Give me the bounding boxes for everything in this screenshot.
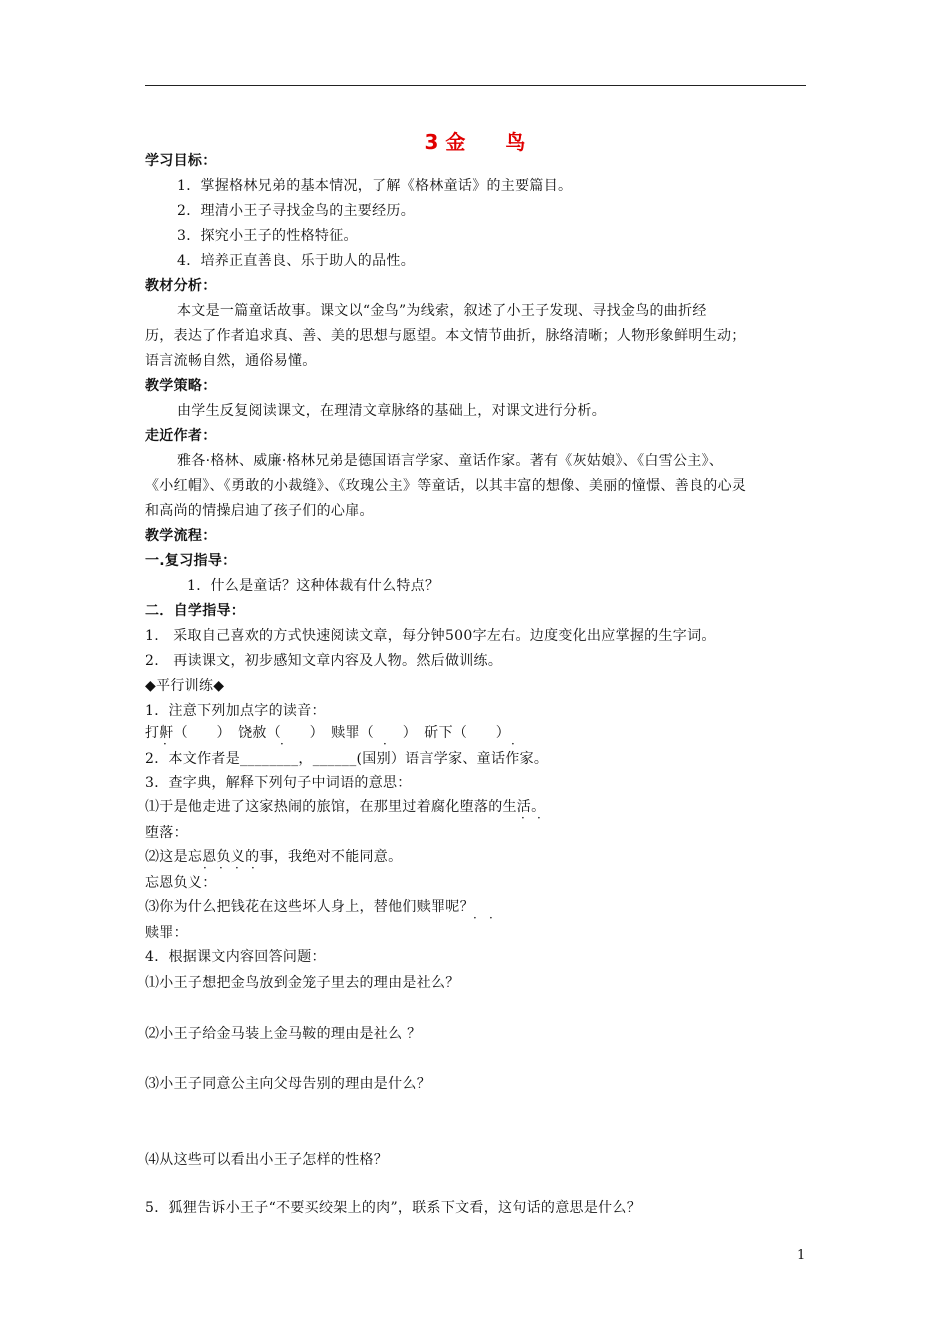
emphasis-dot: · <box>235 861 239 875</box>
emphasis-dot: · <box>203 861 207 875</box>
review-question: 1．什么是童话？这种体裁有什么特点？ <box>187 578 440 594</box>
question-3-sentence-2: ⑵这是忘恩负义的事，我绝对不能同意。 <box>145 849 403 865</box>
emphasis-dot: · <box>383 737 387 751</box>
emphasis-dot: · <box>511 737 515 751</box>
question-4-part-2: ⑵小王子给金马装上金马鞍的理由是社么 ？ <box>145 1026 422 1042</box>
author-heading: 走近作者： <box>145 428 217 444</box>
self-study-item: 1. 采取自己喜欢的方式快速阅读文章，每分钟500字左右。边度变化出应掌握的生字词。 <box>145 628 716 644</box>
question-5: 5．狐狸告诉小王子“不要买绞架上的肉”，联系下文看，这句话的意思是什么？ <box>145 1200 642 1216</box>
analysis-line: 历，表达了作者追求真、善、美的思想与愿望。本文情节曲折，脉络清晰；人物形象鲜明生动； <box>145 328 746 344</box>
objective-item: 4．培养正直善良、乐于助人的品性。 <box>177 253 416 269</box>
strategy-text: 由学生反复阅读课文，在理清文章脉络的基础上，对课文进行分析。 <box>177 403 606 419</box>
question-3-term-1: 堕落： <box>145 825 188 841</box>
analysis-heading: 教材分析： <box>145 278 217 294</box>
question-4: 4．根据课文内容回答问题： <box>145 949 326 965</box>
question-4-part-4: ⑷从这些可以看出小王子怎样的性格？ <box>145 1152 389 1168</box>
question-1: 1．注意下列加点字的读音： <box>145 703 326 719</box>
question-4-part-1: ⑴小王子想把金鸟放到金笼子里去的理由是社么？ <box>145 975 460 991</box>
objective-item: 1．掌握格林兄弟的基本情况，了解《格林童话》的主要篇目。 <box>177 178 573 194</box>
question-4-part-3: ⑶小王子同意公主向父母告别的理由是什么？ <box>145 1076 431 1092</box>
question-3: 3．查字典，解释下列句子中词语的意思： <box>145 775 412 791</box>
question-3-term-2: 忘恩负义： <box>145 875 217 891</box>
analysis-line: 语言流畅自然，通俗易懂。 <box>145 353 317 369</box>
objective-item: 3．探究小王子的性格特征。 <box>177 228 358 244</box>
emphasis-dot: · <box>163 737 167 751</box>
question-2: 2．本文作者是________，______(国别）语言学家、童话作家。 <box>145 751 549 767</box>
header-rule <box>145 85 806 86</box>
emphasis-dot: · <box>219 861 223 875</box>
author-line: 《小红帽》、《勇敢的小裁缝》、《玫瑰公主》等童话，以其丰富的想像、美丽的憧憬、善良的心灵 <box>145 478 747 494</box>
training-heading: ◆平行训练◆ <box>145 678 225 694</box>
emphasis-dot: · <box>473 911 477 925</box>
strategy-heading: 教学策略： <box>145 378 217 394</box>
emphasis-dot: · <box>489 911 493 925</box>
self-study-item: 2. 再读课文，初步感知文章内容及人物。然后做训练。 <box>145 653 503 669</box>
emphasis-dot: · <box>537 811 541 825</box>
self-study-heading: 二．自学指导： <box>145 603 246 619</box>
question-3-term-3: 赎罪： <box>145 925 188 941</box>
emphasis-dot: · <box>521 811 525 825</box>
author-line: 雅各·格林、威廉·格林兄弟是德国语言学家、童话作家。著有《灰姑娘》、《白雪公主》、 <box>177 453 724 469</box>
review-heading: 一.复习指导： <box>145 553 237 569</box>
author-line: 和高尚的情操启迪了孩子们的心扉。 <box>145 503 374 519</box>
question-1-items: 打鼾（ ） 饶赦（ ） 赎罪（ ） 斫下（ ） <box>145 725 511 741</box>
analysis-line: 本文是一篇童话故事。课文以“金鸟”为线索，叙述了小王子发现、寻找金鸟的曲折经 <box>177 303 707 319</box>
page-title: 3 金 鸟 <box>424 130 526 154</box>
process-heading: 教学流程： <box>145 528 217 544</box>
objective-item: 2．理清小王子寻找金鸟的主要经历。 <box>177 203 416 219</box>
emphasis-dot: · <box>251 861 255 875</box>
emphasis-dot: · <box>280 737 284 751</box>
page-number: 1 <box>797 1248 806 1263</box>
question-3-sentence-1: ⑴于是他走进了这家热闹的旅馆，在那里过着腐化堕落的生活。 <box>145 799 546 815</box>
objectives-heading: 学习目标： <box>145 153 217 169</box>
question-3-sentence-3: ⑶你为什么把钱花在这些坏人身上，替他们赎罪呢？ <box>145 899 474 915</box>
